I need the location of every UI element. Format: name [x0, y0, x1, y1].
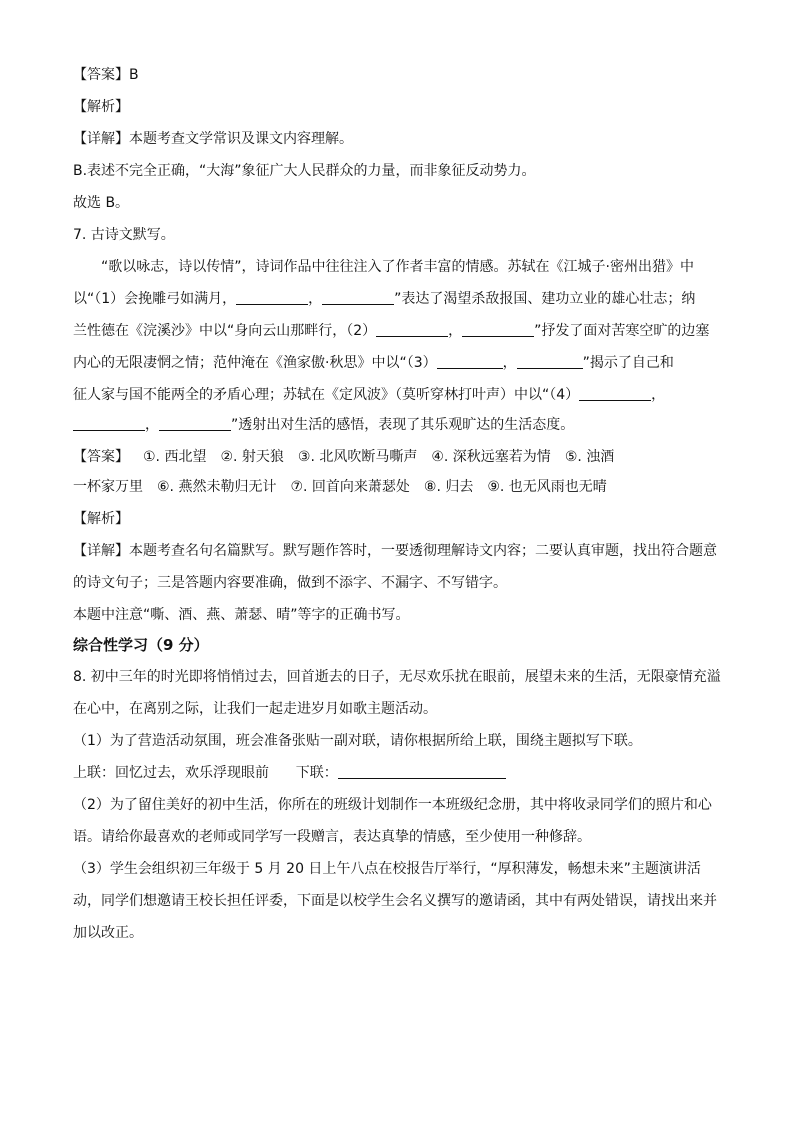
q8-intro-2: 在心中，在离别之际，让我们一起走进岁月如歌主题活动。: [73, 701, 437, 717]
blank-6: [517, 354, 583, 369]
q8-sub2-1: （2）为了留住美好的初中生活，你所在的班级计划制作一本班级纪念册，其中将收录同学们的照片和心: [73, 797, 712, 813]
lower-couplet-label: 下联：: [295, 765, 338, 781]
detail-label: 【详解】: [73, 543, 129, 559]
answer-item: ⑥. 燕然未勒归无计: [157, 479, 277, 495]
blank-2: [322, 290, 394, 305]
q8-sub3-2: 动，同学们想邀请王校长担任评委，下面是以校学生会名义撰写的邀请函，其中有两处错误，请找出来并: [73, 893, 717, 909]
answer-item: ⑨. 也无风雨也无晴: [487, 479, 607, 495]
upper-couplet: 上联：回忆过去，欢乐浮现眼前: [73, 765, 269, 781]
q7-title: 7. 古诗文默写。: [73, 227, 175, 243]
q7-note: 本题中注意“嘶、酒、燕、萧瑟、晴”等字的正确书写。: [73, 607, 410, 623]
q8-sub3-3: 加以改正。: [73, 925, 143, 941]
q7-paragraph-line-1: “歌以咏志，诗以传情”，诗词作品中往往注入了作者丰富的情感。苏轼在《江城子·密州出猎》中: [101, 259, 694, 275]
q7-paragraph-line-4: 内心的无限凄惘之情；范仲淹在《渔家傲·秋思》中以“（3） ， ”揭示了自己和: [73, 355, 674, 371]
section-title: 综合性学习（9 分）: [73, 636, 209, 654]
q6-explain: B.表述不完全正确，“大海”象征广大人民群众的力量，而非象征反动势力。: [73, 163, 536, 179]
q7-paragraph-line-5: 征人家与国不能两全的矛盾心理；苏轼在《定风波》（莫听穿林打叶声）中以“（4） ，: [73, 387, 666, 403]
answer-item: ①. 西北望: [143, 449, 207, 465]
blank-3: [376, 322, 448, 337]
answer-value: B: [129, 67, 139, 83]
q8-couplet: [73, 763, 506, 783]
q7-answers-line-1: [73, 447, 614, 467]
blank-7: [579, 386, 651, 401]
answer-item: ⑦. 回首向来萧瑟处: [290, 479, 410, 495]
q6-answer: [73, 65, 139, 85]
q7-detail-1: 【详解】本题考查名句名篇默写。默写题作答时，一要透彻理解诗文内容；二要认真审题，找出符合题意: [73, 543, 717, 559]
q7-detail-2: 的诗文句子；三是答题内容要准确，做到不添字、不漏字、不写错字。: [73, 575, 507, 591]
blank-4: [462, 322, 534, 337]
q8-intro-1: 8. 初中三年的时光即将悄悄过去，回首逝去的日子，无尽欢乐扰在眼前，展望未来的生活，无限豪情充溢: [73, 669, 721, 685]
detail-text: 本题考查文学常识及课文内容理解。: [129, 131, 353, 147]
q7-answers-line-2: [73, 477, 607, 497]
blank-8: [73, 416, 145, 431]
q6-conclusion: 故选 B。: [73, 195, 130, 211]
blank-5: [437, 354, 503, 369]
answer-item: ③. 北风吹断马嘶声: [297, 449, 418, 465]
q6-analysis-label: 【解析】: [73, 99, 129, 115]
q7-paragraph-line-3: 兰性德在《浣溪沙》中以“身向云山那畔行，（2） ， ”抒发了面对苦寒空旷的边塞: [73, 323, 710, 339]
answer-item: ⑧. 归去: [423, 479, 474, 495]
blank-1: [236, 290, 308, 305]
q6-detail: [73, 129, 353, 149]
answer-label: 【答案】: [73, 67, 129, 83]
q8-sub1: （1）为了营造活动氛围，班会准备张贴一副对联，请你根据所给上联，围绕主题拟写下联。: [73, 733, 642, 749]
q7-analysis-label: 【解析】: [73, 511, 129, 527]
q8-sub2-2: 语。请给你最喜欢的老师或同学写一段赠言，表达真挚的情感，至少使用一种修辞。: [73, 829, 591, 845]
lower-couplet-blank: [338, 764, 506, 779]
detail-label: 【详解】: [73, 131, 129, 147]
q7-paragraph-line-2: 以“（1）会挽雕弓如满月， ， ”表达了渴望杀敌报国、建功立业的雄心壮志；纳: [73, 291, 696, 307]
answer-item: 一杯家万里: [73, 479, 143, 495]
answer-label: 【答案】: [73, 449, 129, 465]
answer-item: ⑤. 浊酒: [564, 449, 615, 465]
blank-9: [159, 416, 231, 431]
q7-paragraph-line-6: ， ”透射出对生活的感悟，表现了其乐观旷达的生活态度。: [73, 415, 574, 435]
answer-item: ②. 射天狼: [220, 449, 284, 465]
answer-item: ④. 深秋远塞若为情: [431, 449, 551, 465]
q8-sub3-1: （3）学生会组织初三年级于 5 月 20 日上午八点在校报告厅举行，“厚积薄发，畅想未来”主题演讲活: [73, 861, 701, 877]
